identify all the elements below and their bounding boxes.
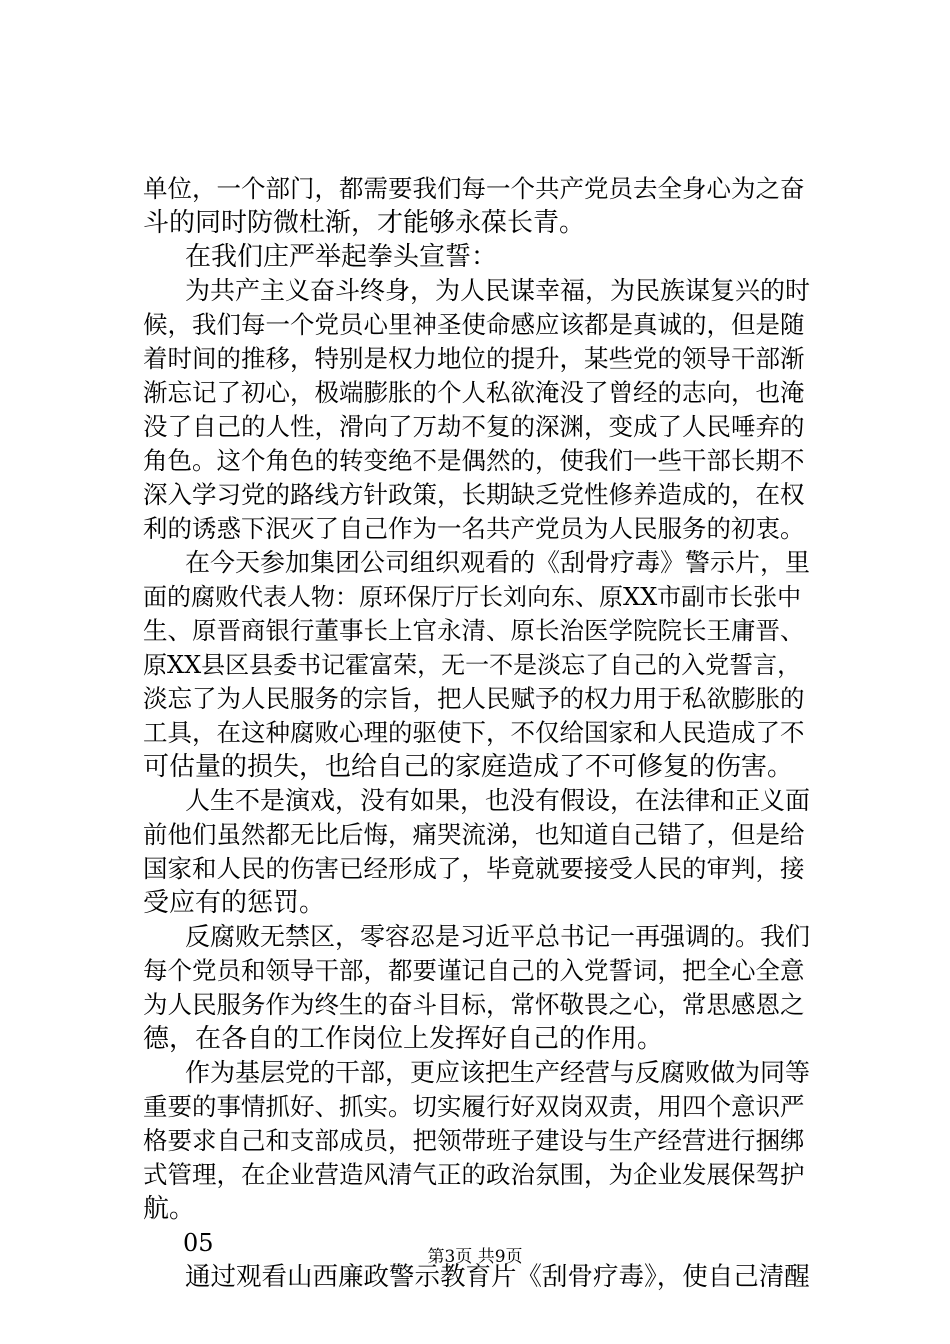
text-line: 德，在各自的工作岗位上发挥好自己的作用。 [143, 1024, 664, 1054]
text-line: 单位，一个部门，都需要我们每一个共产党员去全身心为之奋 [143, 174, 805, 203]
text-line: 候，我们每一个党员心里神圣使命感应该都是真诚的，但是随 [143, 310, 805, 339]
text-line: 没了自己的人性，滑向了万劫不复的深渊，变成了人民唾弃的 [143, 412, 805, 441]
text-line: 受应有的惩罚。 [143, 888, 326, 918]
text-line: 工具，在这种腐败心理的驱使下，不仅给国家和人民造成了不 [143, 718, 805, 747]
text-line: 利的诱惑下泯灭了自己作为一名共产党员为人民服务的初衷。 [143, 514, 805, 543]
text-line: 格要求自己和支部成员，把领带班子建设与生产经营进行捆绑 [143, 1126, 805, 1155]
text-line: 国家和人民的伤害已经形成了，毕竟就要接受人民的审判，接 [143, 854, 805, 883]
text-line: 可估量的损失，也给自己的家庭造成了不可修复的伤害。 [143, 752, 794, 782]
text-line: 面的腐败代表人物：原环保厅厅长刘向东、原XX市副市长张中 [143, 583, 802, 611]
text-line: 淡忘了为人民服务的宗旨，把人民赋予的权力用于私欲膨胀的 [143, 684, 805, 713]
document-body [143, 172, 813, 1294]
text-line: 在今天参加集团公司组织观看的《刮骨疗毒》警示片，里 [185, 548, 811, 577]
text-line: 渐忘记了初心，极端膨胀的个人私欲淹没了曾经的志向，也淹 [143, 378, 805, 407]
text-line: 为人民服务作为终生的奋斗目标，常怀敬畏之心，常思感恩之 [143, 990, 805, 1019]
text-line: 航。 [143, 1194, 196, 1224]
text-line: 前他们虽然都无比后悔，痛哭流涕，也知道自己错了，但是给 [143, 820, 805, 849]
text-line: 生、原晋商银行董事长上官永清、原长治医学院院长王庸晋、 [143, 616, 805, 645]
text-line: 原XX县区县委书记霍富荣，无一不是淡忘了自己的入党誓言， [143, 651, 802, 679]
text-line: 重要的事情抓好、抓实。切实履行好双岗双责，用四个意识严 [143, 1092, 805, 1121]
text-line: 05 [183, 1229, 214, 1257]
text-line: 角色。这个角色的转变绝不是偶然的，使我们一些干部长期不 [143, 446, 805, 475]
text-line: 斗的同时防微杜渐，才能够永葆长青。 [143, 208, 586, 238]
text-line: 为共产主义奋斗终身，为人民谋幸福，为民族谋复兴的时 [185, 276, 811, 305]
page-footer: 第3页 共9页 [427, 1247, 523, 1267]
text-line: 反腐败无禁区，零容忍是习近平总书记一再强调的。我们 [185, 922, 811, 951]
text-line: 着时间的推移，特别是权力地位的提升，某些党的领导干部渐 [143, 344, 805, 373]
text-line: 每个党员和领导干部，都要谨记自己的入党誓词，把全心全意 [143, 956, 805, 985]
text-line: 通过观看山西廉政警示教育片《刮骨疗毒》，使自己清醒 [185, 1262, 810, 1292]
text-line: 深入学习党的路线方针政策，长期缺乏党性修养造成的，在权 [143, 480, 805, 509]
text-line: 作为基层党的干部，更应该把生产经营与反腐败做为同等 [185, 1058, 811, 1087]
text-line: 在我们庄严举起拳头宣誓： [185, 242, 498, 272]
text-line: 式管理，在企业营造风清气正的政治氛围，为企业发展保驾护 [143, 1160, 805, 1189]
text-line: 人生不是演戏，没有如果，也没有假设，在法律和正义面 [185, 786, 811, 815]
